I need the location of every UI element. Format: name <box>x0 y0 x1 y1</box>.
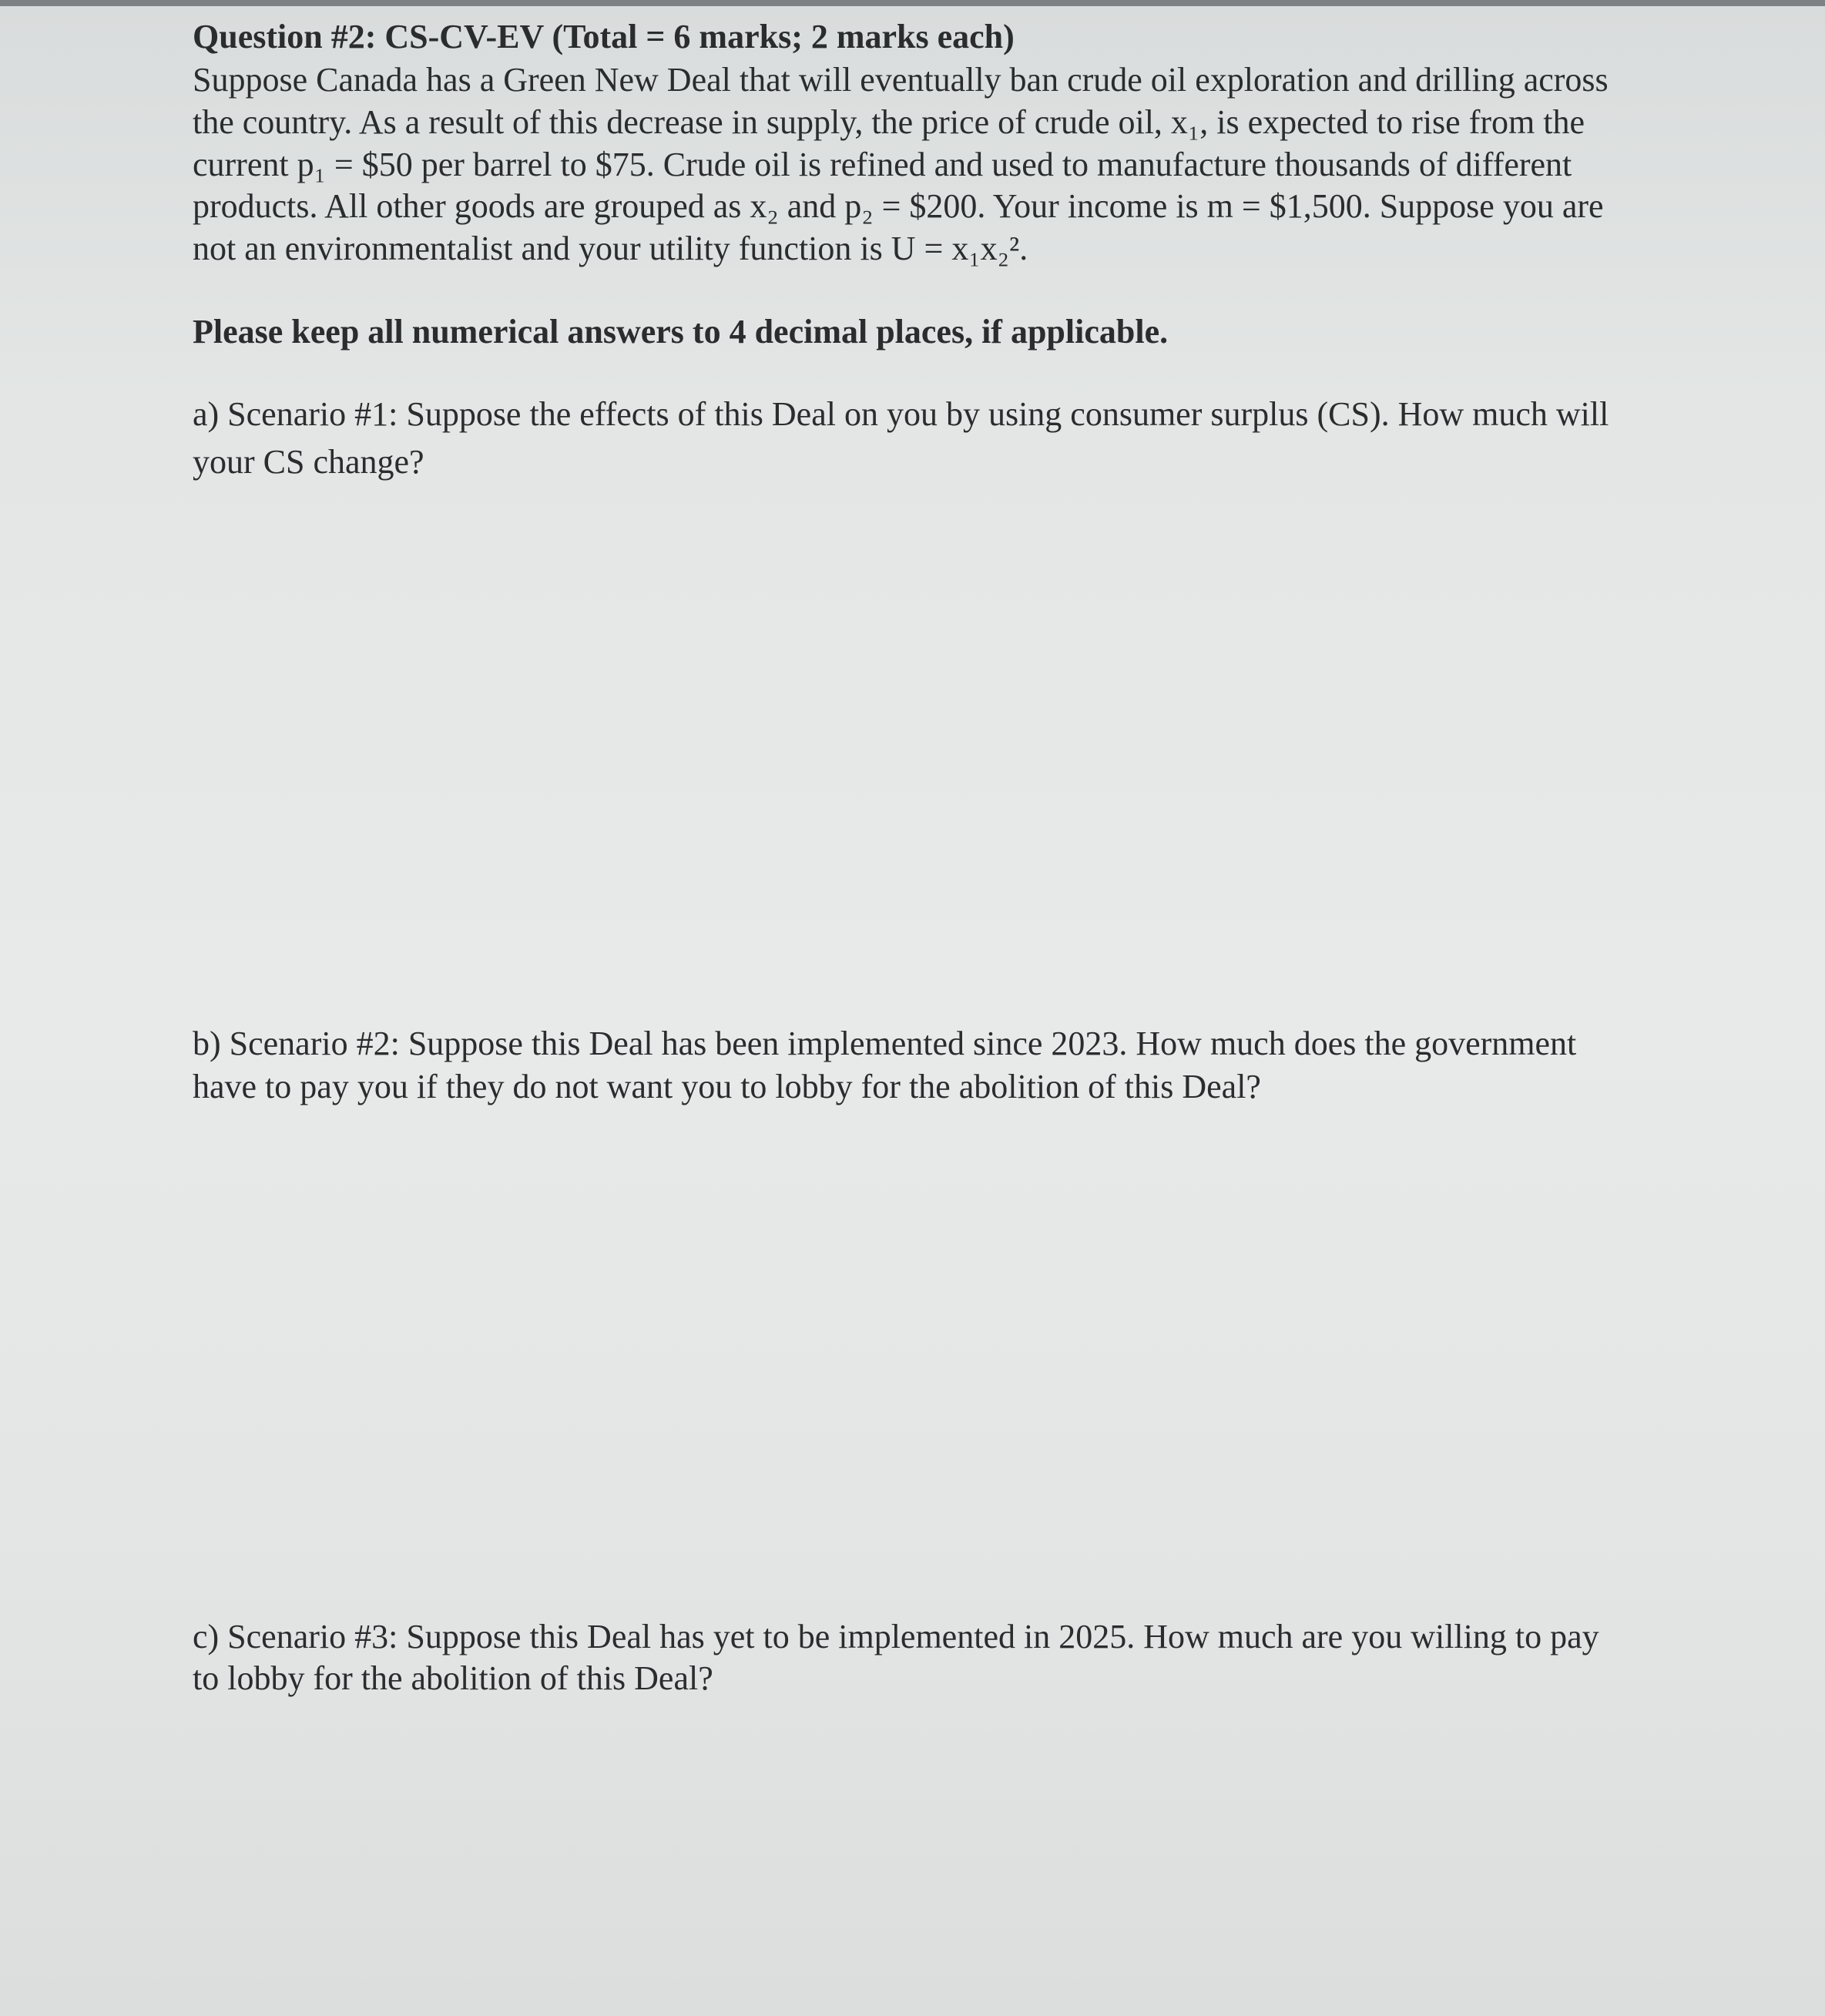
part-a-line: your CS change? <box>193 443 424 481</box>
question-title: Question #2: CS-CV-EV (Total = 6 marks; 2 marks each) <box>193 18 1015 55</box>
question-body-line: the country. As a result of this decrease in supply, the price of crude oil, x₁, is expected to rise from the <box>193 103 1585 141</box>
part-b-line: b) Scenario #2: Suppose this Deal has been implemented since 2023. How much does the government <box>193 1025 1577 1062</box>
part-c-line: to lobby for the abolition of this Deal? <box>193 1659 713 1697</box>
question-body-line: products. All other goods are grouped as x₂ and p₂ = $200. Your income is m = $1,500. Suppose you are <box>193 187 1604 225</box>
question-body-line: current p₁ = $50 per barrel to $75. Crude oil is refined and used to manufacture thousands of different <box>193 146 1572 183</box>
part-a-line: a) Scenario #1: Suppose the effects of this Deal on you by using consumer surplus (CS). How much will <box>193 395 1609 433</box>
screen-top-edge <box>0 0 1825 6</box>
question-body-line: not an environmentalist and your utility function is U = x₁x₂². <box>193 230 1028 267</box>
part-c-line: c) Scenario #3: Suppose this Deal has yet to be implemented in 2025. How much are you willing to pay <box>193 1618 1599 1655</box>
instruction: Please keep all numerical answers to 4 decimal places, if applicable. <box>193 313 1169 351</box>
question-body-line: Suppose Canada has a Green New Deal that will eventually ban crude oil exploration and drilling across <box>193 61 1609 99</box>
part-b-line: have to pay you if they do not want you to lobby for the abolition of this Deal? <box>193 1068 1261 1105</box>
